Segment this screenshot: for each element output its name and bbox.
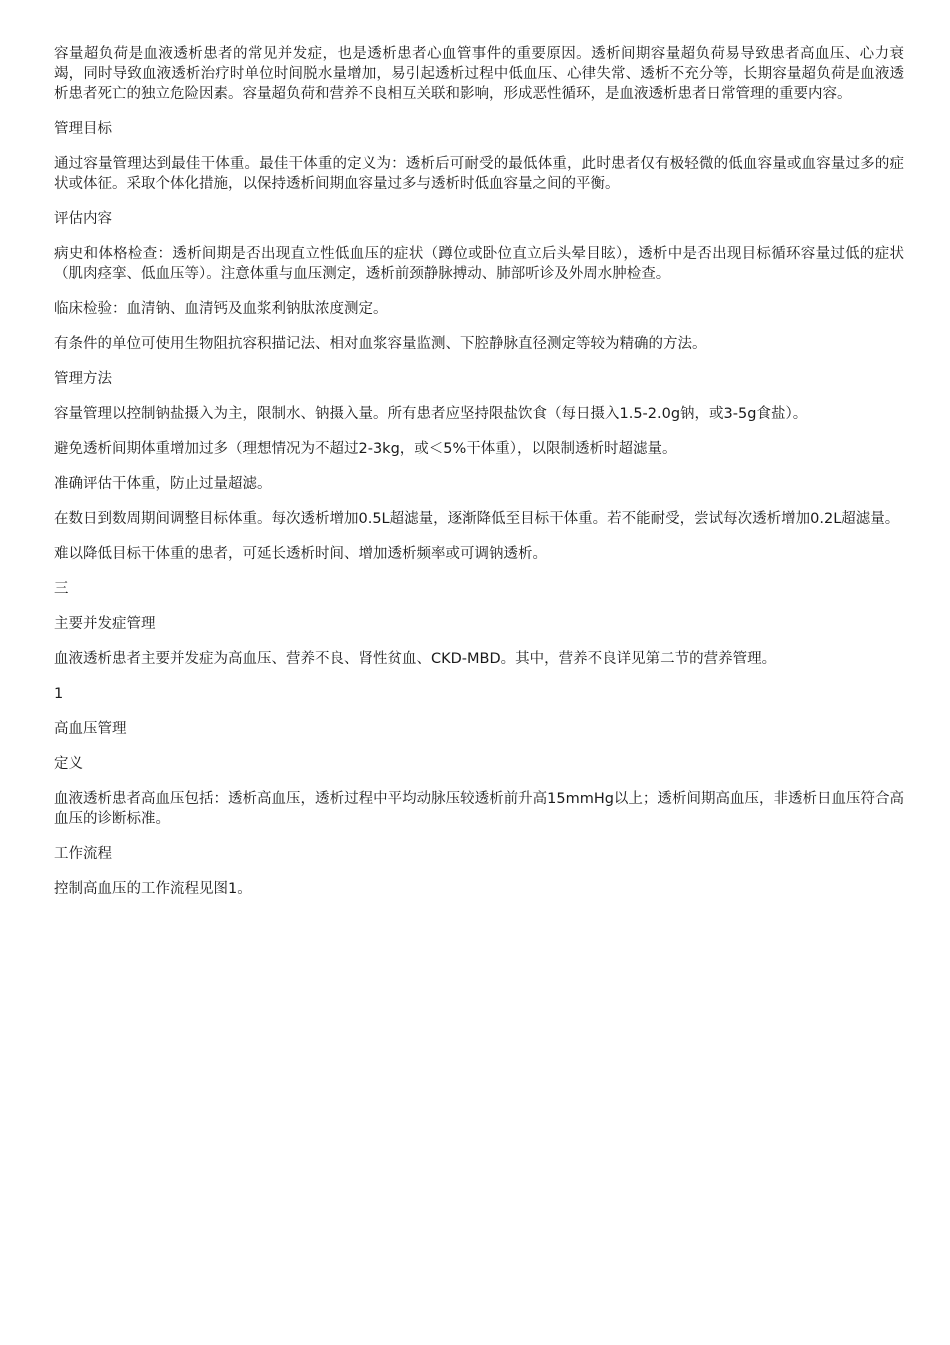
paragraph-dry-weight: 准确评估干体重，防止过量超滤。 [54,476,272,492]
paragraph-workflow: 控制高血压的工作流程见图1。 [54,881,252,897]
paragraph-goal: 通过容量管理达到最佳干体重。最佳干体重的定义为：透析后可耐受的最低体重，此时患者仅有极轻微的低血容量或血容量过多的症状或体征。采取个体化措施，以保持透析间期血容量过多与透析时低血容量之间的平衡。 [54,156,904,192]
paragraph-lab-tests: 临床检验：血清钠、血清钙及血浆利钠肽浓度测定。 [54,301,388,317]
heading-complications: 主要并发症管理 [54,616,156,632]
paragraph-advanced-methods: 有条件的单位可使用生物阻抗容积描记法、相对血浆容量监测、下腔静脉直径测定等较为精确的方法。 [54,336,707,352]
paragraph-definition: 血液透析患者高血压包括：透析高血压，透析过程中平均动脉压较透析前升高15mmHg以上；透析间期高血压，非透析日血压符合高血压的诊断标准。 [54,791,904,827]
paragraph-sodium-control: 容量管理以控制钠盐摄入为主，限制水、钠摄入量。所有患者应坚持限盐饮食（每日摄入1.5-2.0g钠，或3-5g食盐）。 [54,406,808,422]
document-body [54,44,904,914]
paragraph-complications: 血液透析患者主要并发症为高血压、营养不良、肾性贫血、CKD-MBD。其中，营养不良详见第二节的营养管理。 [54,651,777,667]
paragraph-extend-dialysis: 难以降低目标干体重的患者，可延长透析时间、增加透析频率或可调钠透析。 [54,546,547,562]
paragraph-weight-gain: 避免透析间期体重增加过多（理想情况为不超过2-3kg，或＜5%干体重），以限制透析时超滤量。 [54,441,677,457]
paragraph-adjust-target: 在数日到数周期间调整目标体重。每次透析增加0.5L超滤量，逐渐降低至目标干体重。若不能耐受，尝试每次透析增加0.2L超滤量。 [54,511,900,527]
heading-workflow: 工作流程 [54,846,112,862]
paragraph-intro: 容量超负荷是血液透析患者的常见并发症，也是透析患者心血管事件的重要原因。透析间期容量超负荷易导致患者高血压、心力衰竭，同时导致血液透析治疗时单位时间脱水量增加，易引起透析过程中低血压、心律失常、透析不充分等，长期容量超负荷是血液透析患者死亡的独立危险因素。容量超负荷和营养不良相互关联和影响，形成恶性循环，是血液透析患者日常管理的重要内容。 [54,46,904,102]
heading-definition: 定义 [54,756,83,772]
heading-hypertension: 高血压管理 [54,721,127,737]
heading-assessment: 评估内容 [54,211,112,227]
heading-management-methods: 管理方法 [54,371,112,387]
heading-management-goal: 管理目标 [54,121,112,137]
section-number: 三 [54,581,69,597]
subsection-number: 1 [54,686,64,702]
paragraph-history-exam: 病史和体格检查：透析间期是否出现直立性低血压的症状（蹲位或卧位直立后头晕目眩），透析中是否出现目标循环容量过低的症状（肌肉痉挛、低血压等）。注意体重与血压测定，透析前颈静脉搏动、肺部听诊及外周水肿检查。 [54,246,904,282]
